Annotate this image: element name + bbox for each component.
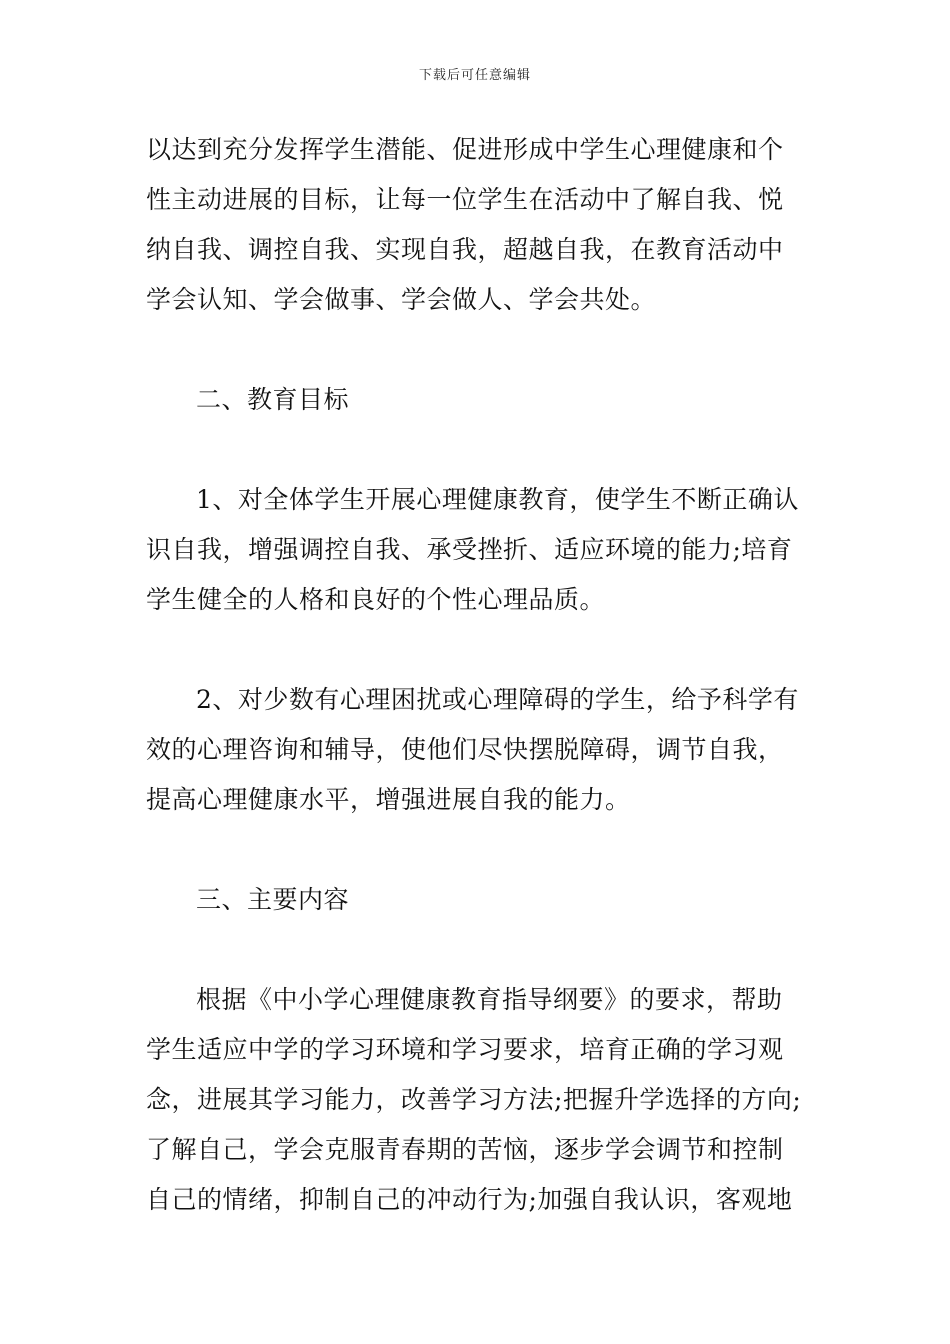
paragraph-line: 提高心理健康水平，增强进展自我的能力。 <box>146 785 631 814</box>
paragraph-line: 性主动进展的目标，让每一位学生在活动中了解自我、悦 <box>146 185 784 214</box>
paragraph-line: 识自我，增强调控自我、承受挫折、适应环境的能力;培育 <box>146 535 793 564</box>
document-body <box>146 125 816 1225</box>
page-header: 下载后可任意编辑 <box>418 68 531 83</box>
paragraph-line: 以达到充分发挥学生潜能、促进形成中学生心理健康和个 <box>146 135 784 164</box>
paragraph-line: 自己的情绪，抑制自己的冲动行为;加强自我认识，客观地 <box>146 1185 793 1214</box>
paragraph-line: 学生适应中学的学习环境和学习要求，培育正确的学习观 <box>146 1035 784 1064</box>
paragraph-line: 了解自己，学会克服青春期的苦恼，逐步学会调节和控制 <box>146 1135 784 1164</box>
paragraph-line: 2、对少数有心理困扰或心理障碍的学生，给予科学有 <box>196 685 799 714</box>
section-heading: 三、主要内容 <box>196 885 350 914</box>
paragraph-line: 学生健全的人格和良好的个性心理品质。 <box>146 585 606 614</box>
paragraph-gap <box>146 425 816 475</box>
section-heading: 二、教育目标 <box>196 385 350 414</box>
paragraph-line: 学会认知、学会做事、学会做人、学会共处。 <box>146 285 657 314</box>
paragraph-line: 1、对全体学生开展心理健康教育，使学生不断正确认 <box>196 485 799 514</box>
paragraph-line: 效的心理咨询和辅导，使他们尽快摆脱障碍，调节自我， <box>146 735 784 764</box>
paragraph-gap <box>146 625 816 675</box>
paragraph-line: 纳自我、调控自我、实现自我，超越自我，在教育活动中 <box>146 235 784 264</box>
paragraph-line: 根据《中小学心理健康教育指导纲要》的要求，帮助 <box>196 985 783 1014</box>
paragraph-gap <box>146 925 816 975</box>
paragraph-gap <box>146 825 816 875</box>
paragraph-gap <box>146 325 816 375</box>
paragraph-line: 念，进展其学习能力，改善学习方法;把握升学选择的方向; <box>146 1085 802 1114</box>
